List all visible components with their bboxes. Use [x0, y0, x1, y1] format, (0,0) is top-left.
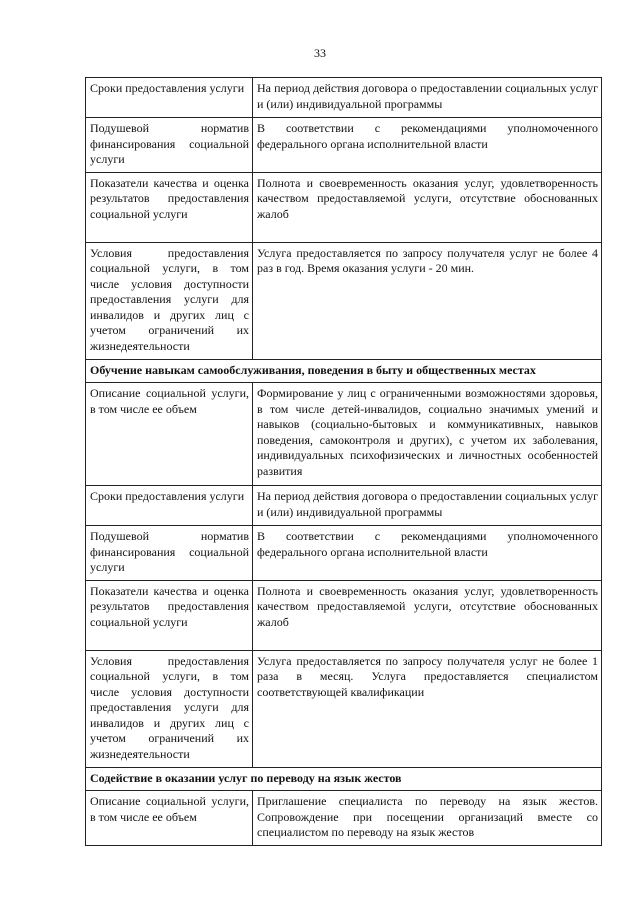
table-row [86, 580, 602, 650]
table-row [86, 650, 602, 767]
row-label: Подушевой норматив финансирования социальной услуги [86, 526, 253, 581]
services-table [85, 77, 602, 846]
section-title: Обучение навыкам самообслуживания, поведения в быту и общественных местах [86, 359, 602, 383]
table-row [86, 172, 602, 242]
row-label: Сроки предоставления услуги [86, 78, 253, 118]
row-label: Описание социальной услуги, в том числе ее объем [86, 791, 253, 846]
section-title: Содействие в оказании услуг по переводу на язык жестов [86, 767, 602, 791]
row-label: Сроки предоставления услуги [86, 486, 253, 526]
row-value: В соответствии с рекомендациями уполномоченного федерального органа исполнительной власти [253, 526, 602, 581]
row-value: Полнота и своевременность оказания услуг, удовлетворенность качеством предоставляемой услуги, отсутствие обоснованных жалоб [253, 172, 602, 242]
section-header-row [86, 359, 602, 383]
row-label: Показатели качества и оценка результатов предоставления социальной услуги [86, 172, 253, 242]
page-number: 33 [314, 46, 326, 60]
row-value: Услуга предоставляется по запросу получателя услуг не более 4 раз в год. Время оказания услуги - 20 мин. [253, 242, 602, 359]
table-row [86, 78, 602, 118]
table-row [86, 118, 602, 173]
row-label: Описание социальной услуги, в том числе ее объем [86, 383, 253, 486]
table-row [86, 242, 602, 359]
row-value: На период действия договора о предоставлении социальных услуг и (или) индивидуальной программы [253, 486, 602, 526]
table-row [86, 791, 602, 846]
row-label: Подушевой норматив финансирования социальной услуги [86, 118, 253, 173]
row-value: Услуга предоставляется по запросу получателя услуг не более 1 раза в месяц. Услуга предоставляется специалистом соответствующей квалификации [253, 650, 602, 767]
row-value: На период действия договора о предоставлении социальных услуг и (или) индивидуальной программы [253, 78, 602, 118]
table-row [86, 486, 602, 526]
section-header-row [86, 767, 602, 791]
row-value: Полнота и своевременность оказания услуг, удовлетворенность качеством предоставляемой услуги, отсутствие обоснованных жалоб [253, 580, 602, 650]
row-label: Условия предоставления социальной услуги, в том числе условия доступности предоставления услуги для инвалидов и других лиц с учетом ограничений их жизнедеятельности [86, 242, 253, 359]
table-row [86, 526, 602, 581]
table-row [86, 383, 602, 486]
row-value: В соответствии с рекомендациями уполномоченного федерального органа исполнительной власти [253, 118, 602, 173]
row-label: Условия предоставления социальной услуги, в том числе условия доступности предоставления услуги для инвалидов и других лиц с учетом ограничений их жизнедеятельности [86, 650, 253, 767]
row-value: Приглашение специалиста по переводу на язык жестов. Сопровождение при посещении организаций вместе со специалистом по переводу на язык жестов [253, 791, 602, 846]
row-label: Показатели качества и оценка результатов предоставления социальной услуги [86, 580, 253, 650]
row-value: Формирование у лиц с ограниченными возможностями здоровья, в том числе детей-инвалидов, социально значимых умений и навыков (социально-бытовых и коммуникативных, навыков поведения, самоконтроля и других), с учетом их заболевания, индивидуальных психофизических и личностных особенностей развития [253, 383, 602, 486]
